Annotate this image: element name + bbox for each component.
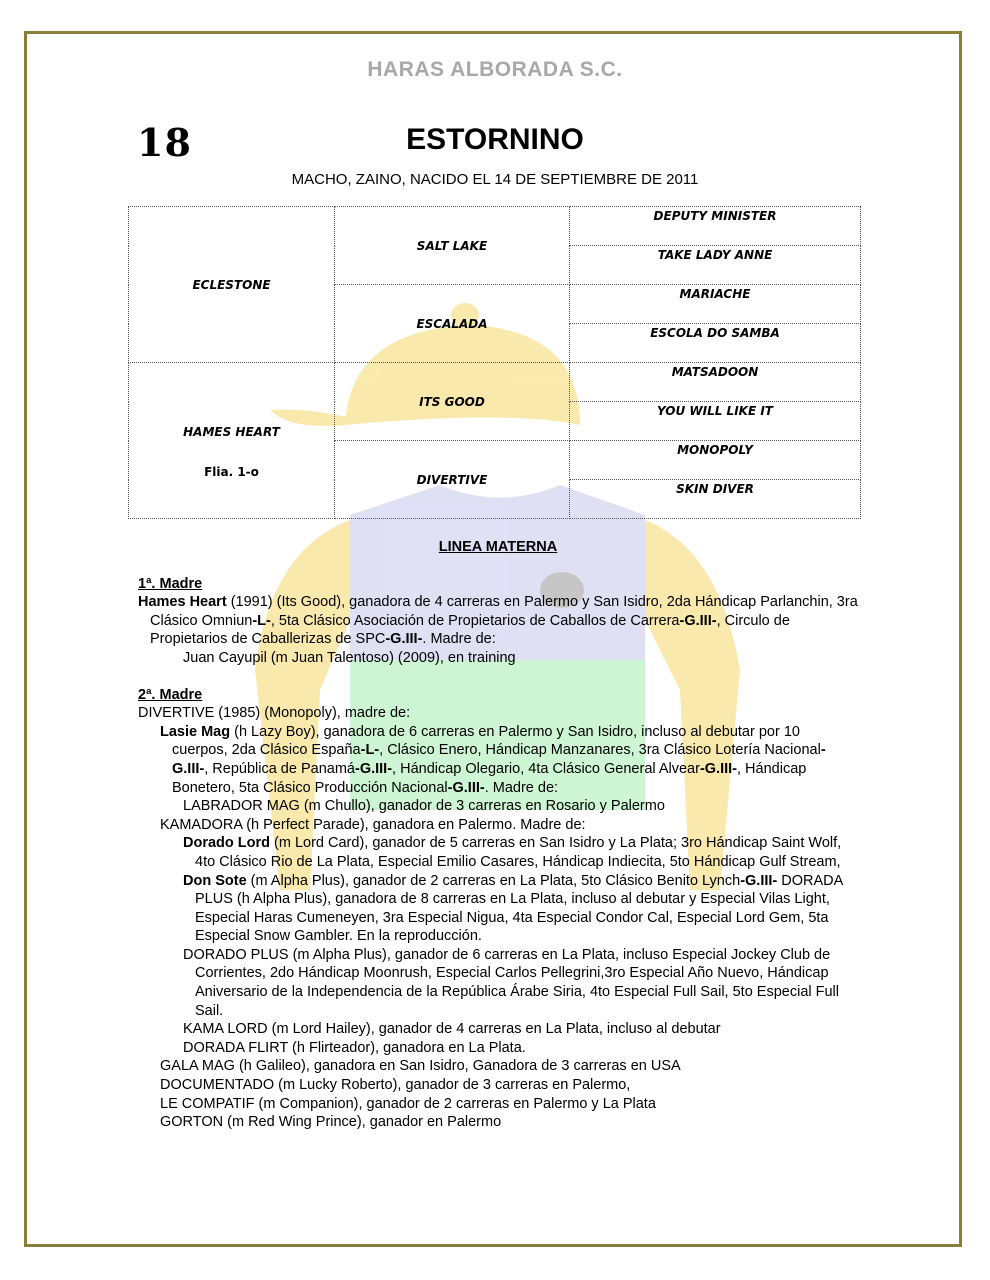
- horse-name: ESTORNINO: [406, 123, 584, 156]
- first-dam-text: , Circulo de Propietarios de Caballerizas de SPC: [150, 612, 790, 648]
- produce-labrador-mag: LABRADOR MAG (m Chullo), ganador de 3 carreras en Rosario y Palermo: [183, 798, 665, 815]
- produce-name: Don Sote: [183, 872, 247, 889]
- produce-text: (m Lord Card), ganador de 5 carreras en San Isidro y La Plata; 3ro Hándicap Saint Wolf, 4to Clásico Rio de La Plata, Especial Emilio Casares, Hándicap Indiecita, 5to Hándicap Gulf Stream,: [195, 835, 842, 870]
- produce-text: , República de Panamá: [204, 760, 355, 777]
- produce-kamadora: KAMADORA (h Perfect Parade), ganadora en Palermo. Madre de:: [160, 816, 586, 833]
- produce-text: , Hándicap Olegario, 4ta Clásico General Alvear: [392, 760, 700, 777]
- produce-le-compatif: LE COMPATIF (m Companion), ganador de 2 carreras en Palermo y La Plata: [160, 1095, 656, 1112]
- produce-dorado-plus: DORADO PLUS (m Alpha Plus), ganador de 6 carreras en La Plata, incluso Especial Jockey Club de Corrientes, 2do Hándicap Moonrush, Especial Carlos Pellegrini,3ro Especial Año Nuevo, Hándicap Aniversario de la Independencia de la República Árabe Siria, 4to Especial Full Sail, 5to Especial Full Sail.: [183, 946, 840, 1019]
- grade-badge: -G.III-: [172, 742, 826, 777]
- produce-documentado: DOCUMENTADO (m Lucky Roberto), ganador de 3 carreras en Palermo,: [160, 1077, 631, 1094]
- pedigree-sire: ECLESTONE: [129, 207, 335, 363]
- produce-gorton: GORTON (m Red Wing Prince), ganador en Palermo: [160, 1114, 502, 1131]
- first-dam-produce: Juan Cayupil (m Juan Talentoso) (2009), en training: [183, 649, 516, 666]
- grade-badge: -G.III-: [699, 760, 737, 777]
- grade-badge: -L-: [360, 742, 380, 759]
- pedigree-g3-6: YOU WILL LIKE IT: [570, 402, 861, 441]
- produce-name: Dorado Lord: [183, 835, 270, 852]
- pedigree-g3-1: DEPUTY MINISTER: [570, 207, 861, 246]
- produce-don-sote: [138, 872, 858, 946]
- produce-text: (h Lazy Boy), ganadora de 6 carreras en Palermo y San Isidro, incluso al debutar por 10 cuerpos, 2da Clásico España: [172, 723, 800, 759]
- produce-text: , Clásico Enero, Hándicap Manzanares, 3ra Clásico Lotería Nacional: [379, 742, 821, 759]
- produce-text: (m Alpha Plus), ganador de 2 carreras en La Plata, 5to Clásico Benito Lynch: [246, 872, 741, 889]
- grade-badge: -G.III-: [447, 779, 485, 796]
- produce-dorada-plus: DORADA PLUS (h Alpha Plus), ganadora de 8 carreras en La Plata, incluso al debutar y Especial Vilas Light, Especial Haras Cumeneyen, 3ra Especial Nigua, 4ta Especial Condor Cal, Especial Lord Gem, 5ta Especial Snow Gambler. En la reproducción.: [195, 872, 843, 945]
- first-dam-heading: 1ª. Madre: [138, 575, 203, 592]
- lot-number: 18: [137, 120, 192, 165]
- produce-gala-mag: GALA MAG (h Galileo), ganadora en San Isidro, Ganadora de 3 carreras en USA: [160, 1058, 681, 1075]
- grade-badge: -L-: [252, 612, 271, 629]
- horse-subtitle: MACHO, ZAINO, NACIDO EL 14 DE SEPTIEMBRE DE 2011: [291, 171, 699, 188]
- produce-lasie-mag: [138, 723, 858, 797]
- produce-name: Lasie Mag: [160, 723, 231, 740]
- pedigree-g3-8: SKIN DIVER: [570, 480, 861, 519]
- first-dam-entry: [138, 593, 858, 649]
- pedigree-dam-cell: [129, 363, 335, 519]
- pedigree-sire-sire: SALT LAKE: [335, 207, 570, 285]
- first-dam-name: Hames Heart: [138, 594, 227, 611]
- grade-badge: -G.III-: [354, 760, 393, 777]
- pedigree-dam-sire: ITS GOOD: [335, 363, 570, 441]
- grade-badge: -G.III-: [740, 872, 778, 889]
- grade-badge: -G.III-: [679, 612, 717, 629]
- pedigree-g3-4: ESCOLA DO SAMBA: [570, 324, 861, 363]
- second-dam-intro: DIVERTIVE (1985) (Monopoly), madre de:: [138, 705, 411, 722]
- pedigree-g3-7: MONOPOLY: [570, 441, 861, 480]
- produce-dorado-lord: [138, 834, 858, 871]
- pedigree-sire-dam: ESCALADA: [335, 285, 570, 363]
- pedigree-g3-3: MARIACHE: [570, 285, 861, 324]
- maternal-line: [138, 538, 858, 1132]
- produce-text: , Hándicap Bonetero, 5ta Clásico Producción Nacional: [172, 760, 807, 796]
- company-name: HARAS ALBORADA S.C.: [367, 58, 623, 81]
- pedigree-dam: HAMES HEART: [183, 424, 280, 439]
- first-dam-text: . Madre de:: [422, 631, 496, 648]
- produce-text: . Madre de:: [484, 779, 559, 796]
- second-dam-heading: 2ª. Madre: [138, 686, 203, 703]
- produce-dorada-flirt: DORADA FLIRT (h Flirteador), ganadora en La Plata.: [183, 1039, 526, 1056]
- pedigree-table: [128, 206, 861, 519]
- pedigree-g3-5: MATSADOON: [570, 363, 861, 402]
- first-dam-text: , 5ta Clásico Asociación de Propietarios de Caballos de Carrera: [270, 612, 680, 629]
- produce-kama-lord: KAMA LORD (m Lord Hailey), ganador de 4 carreras en La Plata, incluso al debutar: [183, 1021, 721, 1038]
- pedigree-dam-dam: DIVERTIVE: [335, 441, 570, 519]
- grade-badge: -G.III-: [385, 631, 423, 648]
- pedigree-g3-2: TAKE LADY ANNE: [570, 246, 861, 285]
- section-title: LINEA MATERNA: [438, 539, 558, 555]
- first-dam-text: (1991) (Its Good), ganadora de 4 carreras en Palermo y San Isidro, 2da Hándicap Parlanchin, 3ra Clásico Omniun: [150, 594, 858, 629]
- pedigree-family: Flia. 1-o: [204, 464, 259, 479]
